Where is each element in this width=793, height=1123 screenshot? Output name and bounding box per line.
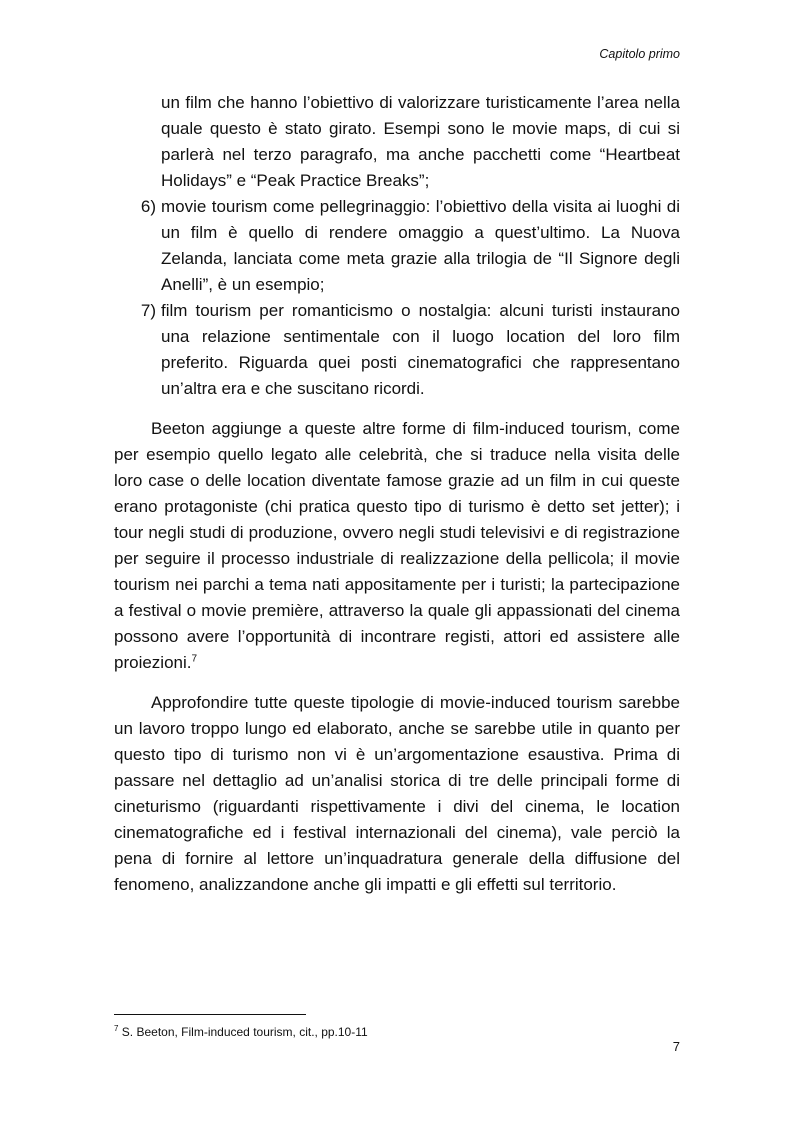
footnote <box>114 1024 368 1040</box>
list-item-7 <box>114 298 680 402</box>
footnote-text: S. Beeton, Film-induced tourism, cit., pp.10-11 <box>121 1025 368 1039</box>
list-item-text: film tourism per romanticismo o nostalgia: alcuni turisti instaurano una relazione sentimentale con il luogo location del loro film preferito. Riguarda quei posti cinematografici che rappresentano un’altra era e che suscitano ricordi. <box>161 301 680 398</box>
body-paragraph-beeton <box>114 416 680 676</box>
list-item-number: 7) <box>140 301 156 320</box>
paragraph-text: Approfondire tutte queste tipologie di movie-induced tourism sarebbe un lavoro troppo lungo ed elaborato, anche se sarebbe utile in quanto per questo tipo di turismo non vi è un’argomentazione esaustiva. Prima di passare nel dettaglio ad un’analisi storica di tre delle principali forme di cineturismo (riguardanti rispettivamente i divi del cinema, le location cinematografiche ed i festival internazionali del cinema), vale perciò la pena di fornire al lettore un’inquadratura generale della diffusione del fenomeno, analizzandone anche gli impatti e gli effetti sul territorio. <box>114 693 680 894</box>
paragraph-text: Beeton aggiunge a queste altre forme di film-induced tourism, come per esempio quello legato alle celebrità, che si traduce nella visita delle loro case o delle location diventate famose grazie ad un film in cui queste erano protagoniste (chi pratica questo tipo di turismo è detto set jetter); i tour negli studi di produzione, ovvero negli studi televisivi e di registrazione per seguire il processo industriale di realizzazione della pellicola; il movie tourism nei parchi a tema nati appositamente per i turisti; la partecipazione a festival o movie première, attraverso la quale gli appassionati del cinema possono avere l’opportunità di incontrare registi, attori ed assistere alle proiezioni. <box>114 419 680 672</box>
list-item-text: un film che hanno l’obiettivo di valorizzare turisticamente l’area nella quale questo è stato girato. Esempi sono le movie maps, di cui si parlerà nel terzo paragrafo, ma anche pacchetti come “Heartbeat Holidays” e “Peak Practice Breaks”; <box>161 93 680 190</box>
page-body <box>114 90 680 898</box>
footnote-number: 7 <box>114 1024 119 1033</box>
page-number: 7 <box>672 1039 680 1054</box>
list-item-6 <box>114 194 680 298</box>
footnote-reference[interactable]: 7 <box>191 653 198 665</box>
body-paragraph-approfondire <box>114 690 680 898</box>
list-item-5-continuation <box>114 90 680 194</box>
footnote-separator <box>114 1014 306 1015</box>
running-header: Capitolo primo <box>599 47 680 61</box>
list-item-number: 6) <box>140 197 156 216</box>
list-item-text: movie tourism come pellegrinaggio: l’obiettivo della visita ai luoghi di un film è quello di rendere omaggio a quest’ultimo. La Nuova Zelanda, lanciata come meta grazie alla trilogia de “Il Signore degli Anelli”, è un esempio; <box>161 197 680 294</box>
